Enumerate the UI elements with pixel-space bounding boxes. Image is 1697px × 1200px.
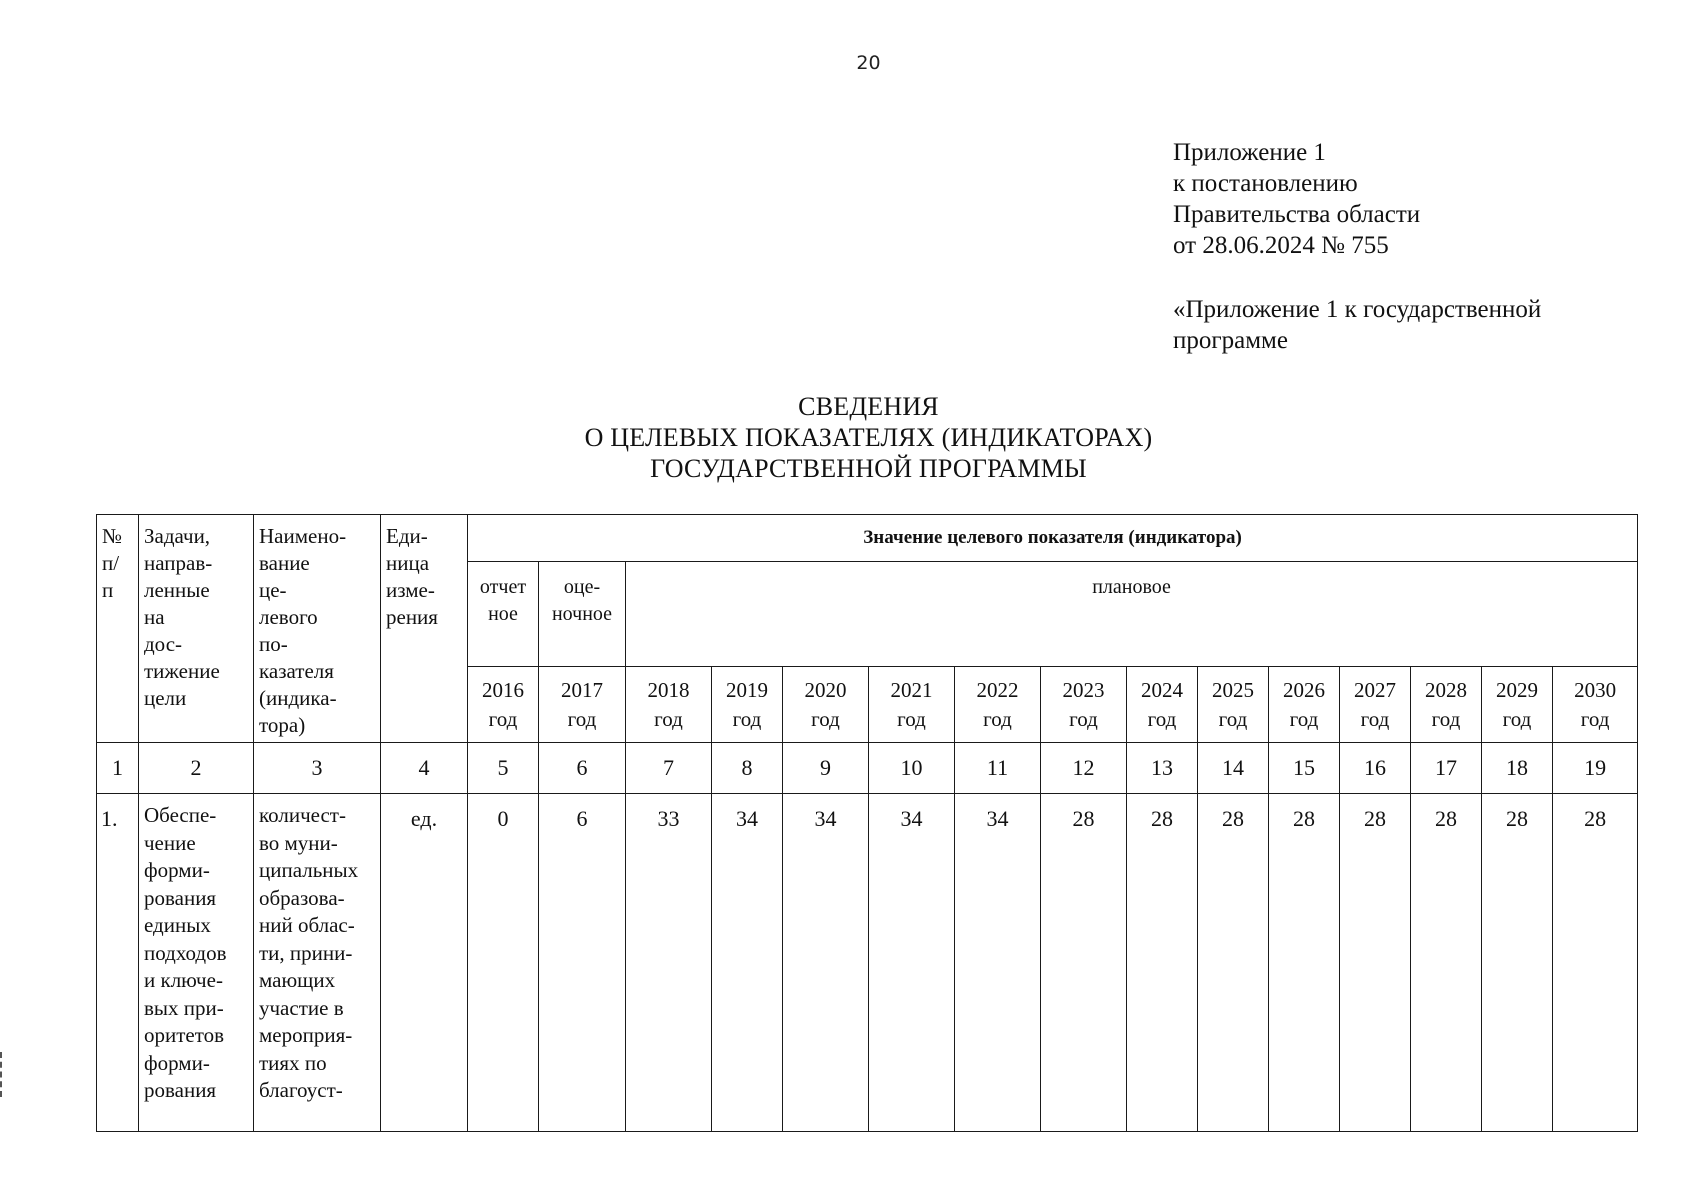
value-cell: 28 (1198, 794, 1269, 1132)
indicator-name-cell: количест- во муни- ципальных образова- ний облас- ти, прини- мающих участие в мероприя- тиях по благоуст- (254, 794, 381, 1132)
value-cell: 34 (783, 794, 869, 1132)
annex-line: Правительства области (1173, 201, 1421, 228)
column-number: 5 (468, 743, 539, 794)
year-header: 2016 год (468, 667, 539, 743)
column-number: 7 (626, 743, 712, 794)
value-cell: 28 (1127, 794, 1198, 1132)
program-annex-line: программе (1173, 327, 1288, 354)
title-line: ГОСУДАРСТВЕННОЙ ПРОГРАММЫ (650, 454, 1087, 483)
title-line: СВЕДЕНИЯ (798, 392, 939, 421)
spacer (1173, 261, 1653, 294)
value-cell: 34 (955, 794, 1041, 1132)
column-number: 11 (955, 743, 1041, 794)
header-reported: отчет ное (468, 562, 539, 667)
year-header: 2030 год (1553, 667, 1638, 743)
column-number: 16 (1340, 743, 1411, 794)
year-header: 2022 год (955, 667, 1041, 743)
indicators-table (96, 514, 1638, 1132)
header-planned: плановое (626, 562, 1638, 667)
column-number: 9 (783, 743, 869, 794)
year-header: 2017 год (539, 667, 626, 743)
year-header: 2021 год (869, 667, 955, 743)
column-number: 14 (1198, 743, 1269, 794)
value-cell: 34 (869, 794, 955, 1132)
header-task: Задачи, направ- ленные на дос- тижение цели (139, 515, 254, 743)
title-line: О ЦЕЛЕВЫХ ПОКАЗАТЕЛЯХ (ИНДИКАТОРАХ) (584, 423, 1153, 452)
column-number: 2 (139, 743, 254, 794)
year-header: 2019 год (712, 667, 783, 743)
value-cell: 34 (712, 794, 783, 1132)
unit-cell: ед. (381, 794, 468, 1132)
header-estimated: оце- ночное (539, 562, 626, 667)
annex-line: Приложение 1 (1173, 139, 1326, 166)
year-header: 2020 год (783, 667, 869, 743)
year-header: 2023 год (1041, 667, 1127, 743)
year-header: 2028 год (1411, 667, 1482, 743)
header-unit: Еди- ница изме- рения (381, 515, 468, 743)
value-cell: 33 (626, 794, 712, 1132)
value-cell: 28 (1340, 794, 1411, 1132)
annex-line: к постановлению (1173, 170, 1358, 197)
year-header: 2025 год (1198, 667, 1269, 743)
column-number: 8 (712, 743, 783, 794)
value-cell: 28 (1411, 794, 1482, 1132)
column-number: 3 (254, 743, 381, 794)
value-cell: 0 (468, 794, 539, 1132)
value-cell: 6 (539, 794, 626, 1132)
column-number: 19 (1553, 743, 1638, 794)
column-number: 13 (1127, 743, 1198, 794)
year-header: 2029 год (1482, 667, 1553, 743)
annex-block (1173, 137, 1653, 356)
year-header: 2027 год (1340, 667, 1411, 743)
year-header: 2018 год (626, 667, 712, 743)
year-header: 2024 год (1127, 667, 1198, 743)
value-cell: 28 (1269, 794, 1340, 1132)
header-no: № п/ п (97, 515, 139, 743)
page-number: 20 (856, 52, 881, 74)
header-row-1 (97, 515, 1638, 562)
column-number: 1 (97, 743, 139, 794)
value-cell: 28 (1041, 794, 1127, 1132)
row-number: 1. (97, 794, 139, 1132)
annex-line: от 28.06.2024 № 755 (1173, 232, 1389, 259)
header-indicator-value: Значение целевого показателя (индикатора) (468, 515, 1638, 562)
table-row (97, 794, 1638, 1132)
value-cell: 28 (1553, 794, 1638, 1132)
column-number: 12 (1041, 743, 1127, 794)
header-indicator: Наимено- вание це- левого по- казателя (индика- тора) (254, 515, 381, 743)
column-number: 4 (381, 743, 468, 794)
scan-edge-mark (0, 1052, 5, 1097)
program-annex-line: «Приложение 1 к государственной (1173, 296, 1542, 323)
value-cell: 28 (1482, 794, 1553, 1132)
task-cell: Обеспе- чение форми- рования единых подходов и ключе- вых при- оритетов форми- рования (139, 794, 254, 1132)
year-header: 2026 год (1269, 667, 1340, 743)
column-number: 17 (1411, 743, 1482, 794)
column-number: 15 (1269, 743, 1340, 794)
document-title (0, 391, 1697, 484)
column-number: 18 (1482, 743, 1553, 794)
column-number: 6 (539, 743, 626, 794)
column-index-row (97, 743, 1638, 794)
column-number: 10 (869, 743, 955, 794)
